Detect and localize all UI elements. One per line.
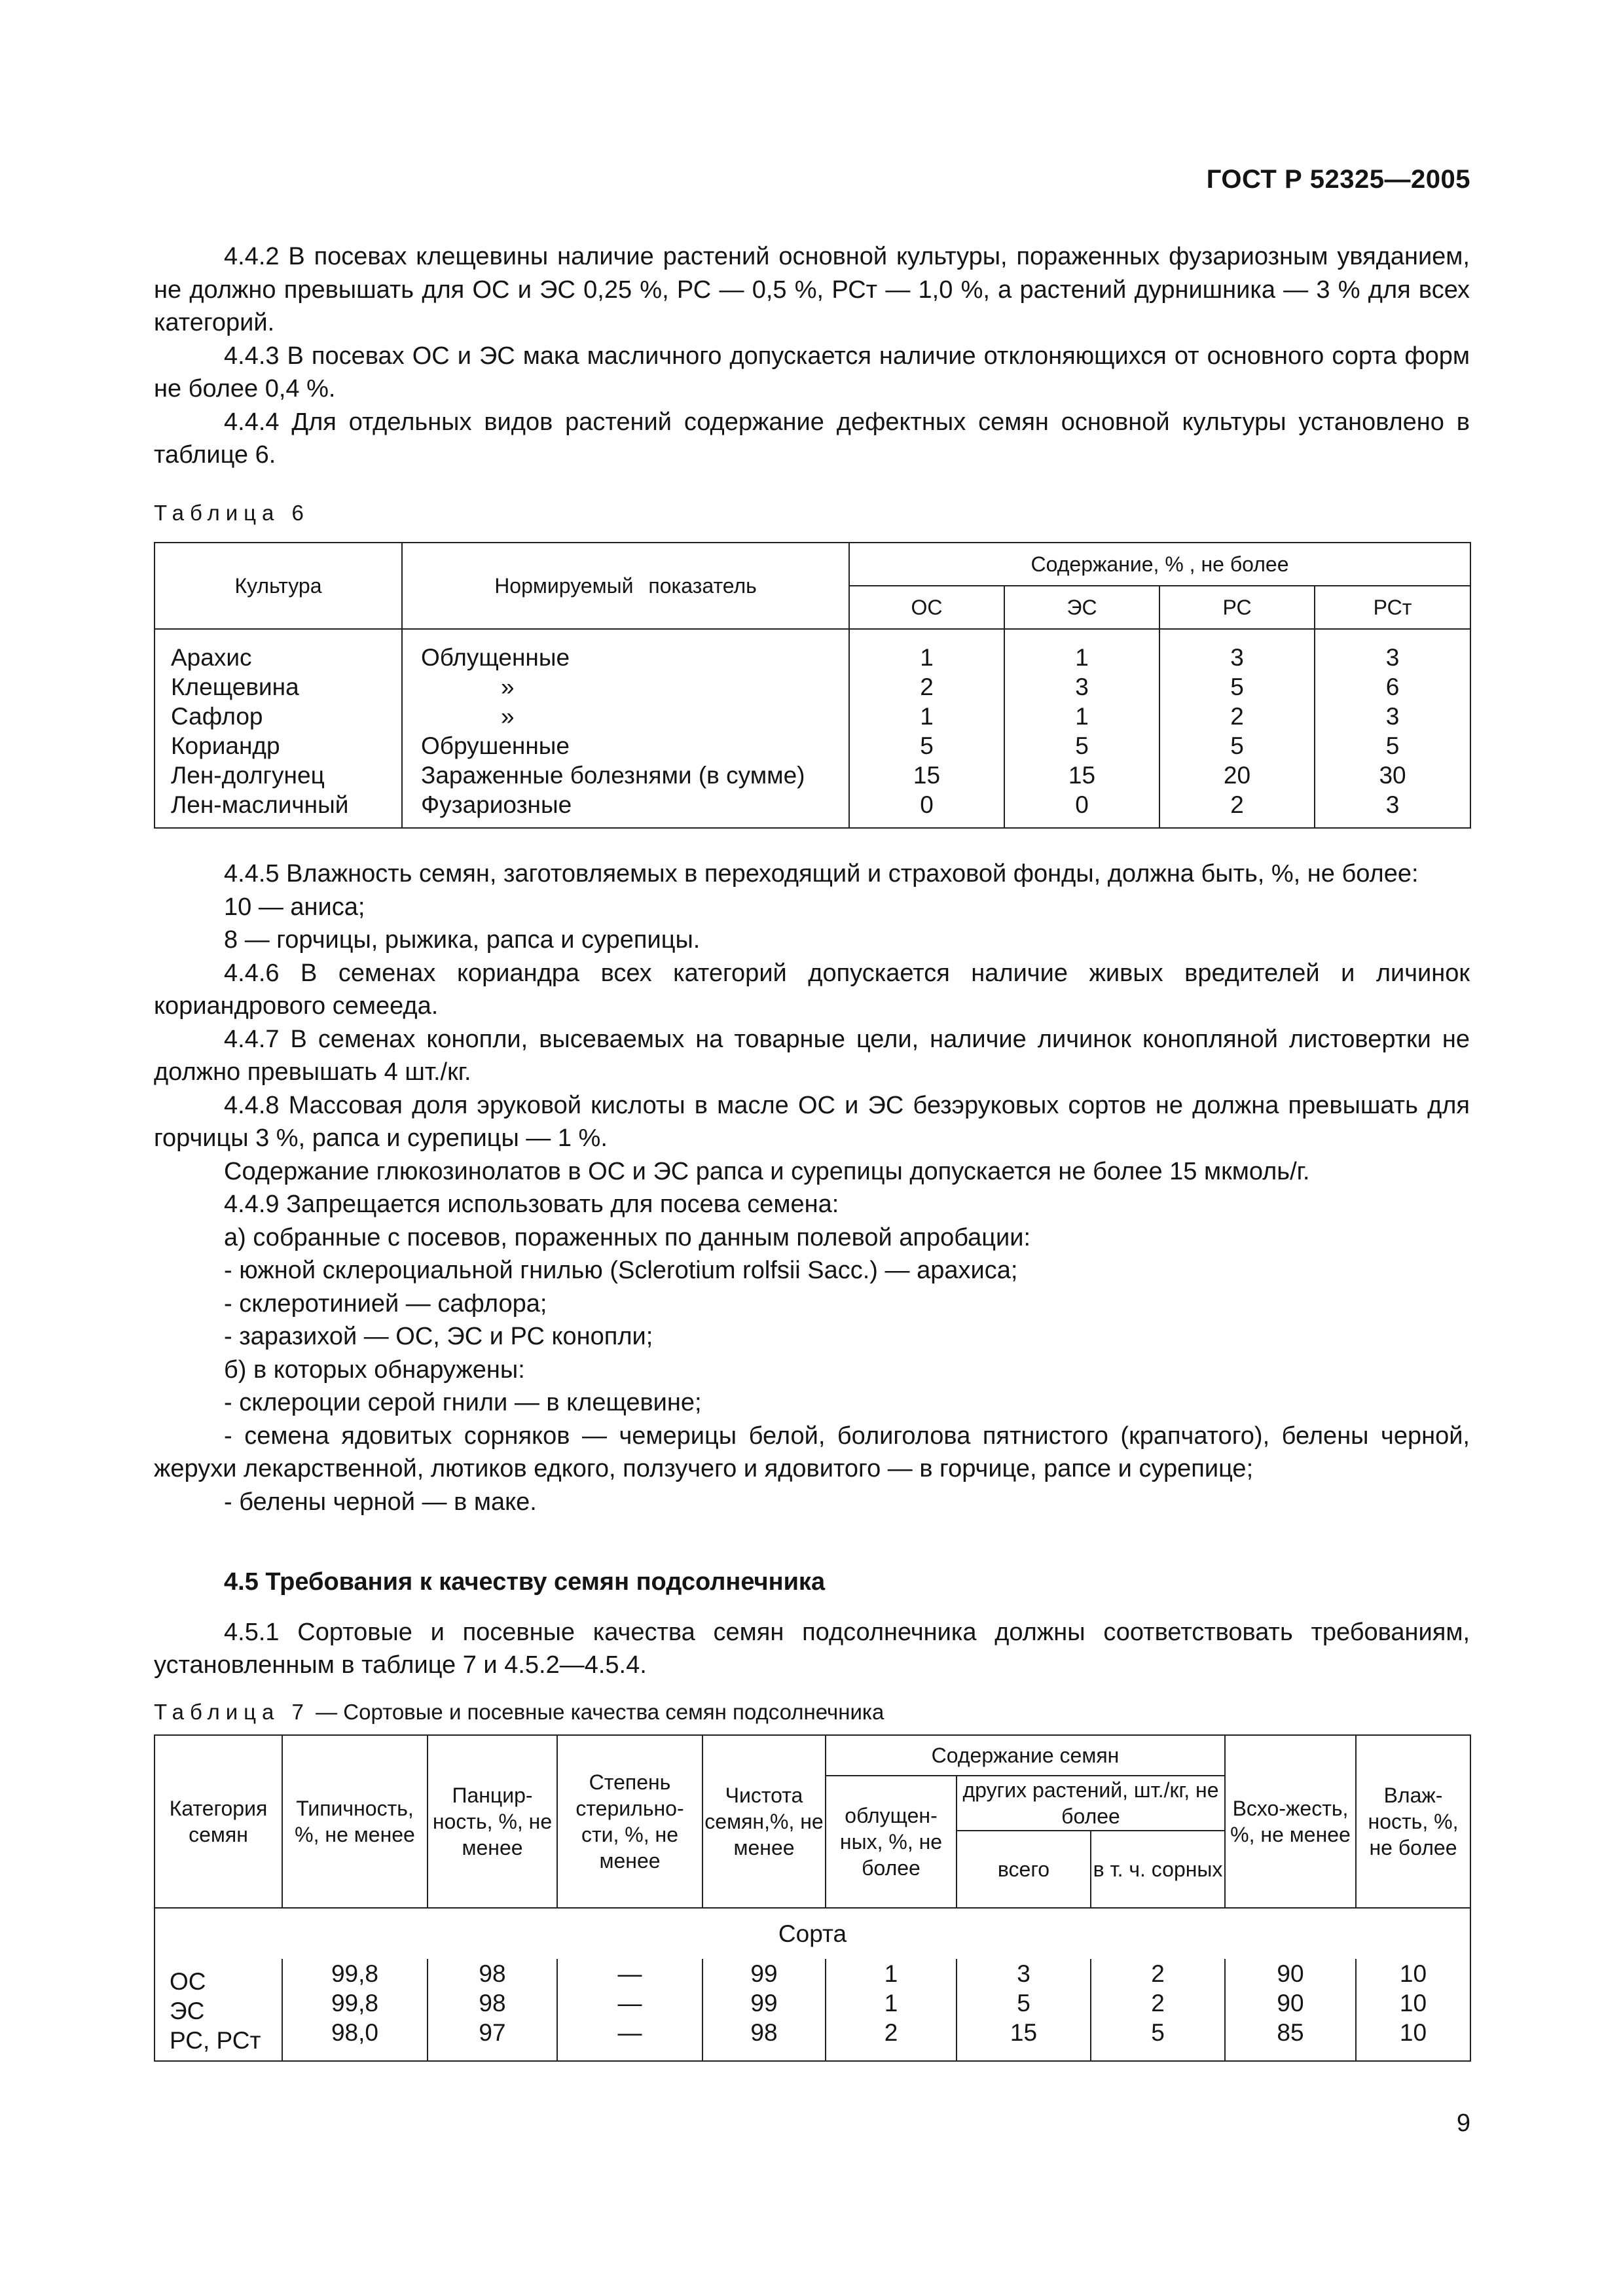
table7-header-sterility: Степень стерильно-сти, %, не менее — [557, 1735, 702, 1908]
table6-header-cat: ЭС — [1004, 586, 1159, 629]
text-block-2 — [154, 857, 1470, 1518]
table-cell: 5 — [1385, 732, 1400, 759]
paragraph: 4.4.7 В семенах конопли, высеваемых на товарные цели, наличие личинок конопляной листовертки не должно превышать 4 шт./кг. — [154, 1025, 1470, 1086]
table7 — [154, 1734, 1471, 2062]
table-cell: 2 — [1230, 703, 1244, 730]
table-cell: 0 — [920, 791, 934, 818]
table6-rs-column — [1159, 643, 1315, 828]
table-cell: 1 — [1075, 644, 1089, 671]
table-cell: 90 — [1277, 1960, 1304, 1987]
table6 — [154, 542, 1471, 829]
table6-indicator-column — [402, 643, 849, 828]
table-cell: 5 — [1230, 673, 1244, 700]
table6-header-indicator: Нормируемый показатель — [402, 543, 849, 629]
table7-header-weeds: в т. ч. сорных — [1091, 1831, 1225, 1908]
table-cell: 3 — [1385, 644, 1400, 671]
table-cell: Обрушенные — [421, 732, 570, 759]
table-cell: Кориандр — [171, 732, 280, 759]
paragraph: - склероции серой гнили — в клещевине; — [224, 1389, 702, 1416]
paragraph: Содержание глюкозинолатов в ОС и ЭС рапса и сурепицы допускается не более 15 мкмоль/г. — [224, 1157, 1310, 1185]
paragraph: 4.5.1 Сортовые и посевные качества семян подсолнечника должны соответствовать требованиям, установленным в таблице 7 и 4.5.2—4.5.4. — [154, 1618, 1470, 1679]
paragraph: 4.4.2 В посевах клещевины наличие растений основной культуры, пораженных фузариозным увяданием, не должно превышать для ОС и ЭС 0,25 %, РС — 0,5 %, РСт — 1,0 %, а растений дурнишника — 3 % для всех категорий. — [154, 243, 1470, 336]
table-cell: 5 — [1017, 1990, 1030, 2017]
table7-germination-column — [1225, 1959, 1356, 2061]
paragraph: б) в которых обнаружены: — [224, 1355, 525, 1384]
table7-header-other-plants: других растений, шт./кг, не более — [957, 1776, 1225, 1831]
table7-purity-column — [702, 1959, 826, 2061]
table7-caption — [154, 1700, 884, 1725]
table-cell: 90 — [1277, 1990, 1304, 2017]
table-cell: » — [501, 703, 515, 730]
table-cell: 10 — [1399, 2019, 1427, 2046]
table6-header-cat: РС — [1159, 586, 1315, 629]
table-cell: ЭС — [170, 1998, 205, 2024]
paragraph: 10 — аниса; — [224, 893, 365, 921]
table-cell: 1 — [920, 644, 934, 671]
table-cell: 1 — [884, 1990, 898, 2017]
table-cell: 3 — [1385, 791, 1400, 818]
table-cell: Сафлор — [171, 703, 263, 730]
table-cell: 2 — [1151, 1960, 1165, 1987]
table-cell: 15 — [913, 762, 941, 789]
section-heading: 4.5 Требования к качеству семян подсолнечника — [224, 1568, 826, 1596]
table-cell: 5 — [1075, 732, 1089, 759]
table7-hulled-column — [826, 1959, 957, 2061]
paragraph: 4.4.4 Для отдельных видов растений содержание дефектных семян основной культуры установлено в таблице 6. — [154, 408, 1470, 469]
paragraph: 4.4.3 В посевах ОС и ЭС мака масличного допускается наличие отклоняющихся от основного сорта форм не более 0,4 %. — [154, 342, 1470, 403]
table-cell: Арахис — [171, 644, 252, 671]
table-cell: 98,0 — [331, 2019, 378, 2046]
table7-header-armor: Панцир-ность, %, не менее — [428, 1735, 557, 1908]
table-cell: 1 — [1075, 703, 1089, 730]
paragraph: 4.4.8 Массовая доля эруковой кислоты в масле ОС и ЭС безэруковых сортов не должна превышать для горчицы 3 %, рапса и сурепицы — 1 %. — [154, 1091, 1470, 1152]
document-code: ГОСТ Р 52325—2005 — [1206, 165, 1470, 194]
table-cell: 6 — [1385, 673, 1400, 700]
table7-caption-text: — Сортовые и посевные качества семян подсолнечника — [316, 1700, 884, 1724]
table-cell: 2 — [920, 673, 934, 700]
paragraph: - заразихой — ОС, ЭС и РС конопли; — [224, 1323, 653, 1350]
table6-es-column — [1004, 643, 1159, 828]
table7-header-purity: Чистота семян,%, не менее — [702, 1735, 826, 1908]
page-number: 9 — [1456, 2109, 1470, 2137]
table7-header-total: всего — [957, 1831, 1091, 1908]
table-cell: — — [617, 1960, 642, 1987]
table-cell: 2 — [884, 2019, 898, 2046]
table-cell: 98 — [479, 1990, 506, 2017]
paragraph: 4.4.9 Запрещается использовать для посева семена: — [224, 1191, 839, 1218]
table7-group-label: Сорта — [155, 1908, 1470, 1959]
table7-caption-label: Таблица 7 — [154, 1700, 310, 1724]
table-cell: Клещевина — [171, 673, 299, 700]
table-cell: 85 — [1277, 2019, 1304, 2046]
table-cell: 98 — [479, 1960, 506, 1987]
table-cell: 15 — [1010, 2019, 1038, 2046]
table7-moisture-column — [1356, 1959, 1470, 2061]
table-cell: — — [617, 1990, 642, 2017]
table-cell: Лен-масличный — [171, 791, 349, 818]
table-cell: 3 — [1017, 1960, 1030, 1987]
table-cell: 5 — [920, 732, 934, 759]
table-cell: Облущенные — [421, 644, 570, 671]
table7-header-germination: Всхо-жесть, %, не менее — [1225, 1735, 1356, 1908]
table6-rst-column — [1315, 643, 1470, 828]
table7-header-category: Категория семян — [155, 1735, 282, 1908]
table-cell: 1 — [920, 703, 934, 730]
section-4-5 — [154, 1566, 1470, 1682]
table-cell: 10 — [1399, 1960, 1427, 1987]
table6-os-column — [849, 643, 1004, 828]
text-block-1 — [154, 240, 1470, 472]
table-cell: 97 — [479, 2019, 506, 2046]
table6-header-content: Содержание, % , не более — [849, 543, 1470, 586]
table6-caption: Таблица 6 — [154, 501, 310, 525]
table-cell: 3 — [1230, 644, 1244, 671]
table-cell: РС, РСт — [170, 2027, 261, 2054]
table-cell: 15 — [1068, 762, 1096, 789]
table-cell: » — [501, 673, 515, 700]
table-cell: ОС — [170, 1968, 206, 1995]
paragraph: 4.4.6 В семенах кориандра всех категорий допускается наличие живых вредителей и личинок кориандрового семееда. — [154, 959, 1470, 1020]
table-cell: 5 — [1230, 732, 1244, 759]
table-cell: Фузариозные — [421, 791, 572, 818]
table-cell: 5 — [1151, 2019, 1165, 2046]
table-cell: 0 — [1075, 791, 1089, 818]
paragraph: а) собранные с посевов, пораженных по данным полевой апробации: — [224, 1223, 1031, 1251]
table7-total-column — [957, 1959, 1091, 2061]
paragraph: - белены черной — в маке. — [224, 1488, 537, 1516]
table7-sterility-column — [557, 1959, 702, 2061]
table6-crop-column — [155, 643, 402, 828]
table-cell: 99 — [750, 1990, 778, 2017]
table-cell: 99,8 — [331, 1990, 378, 2017]
table6-header-cat: ОС — [849, 586, 1004, 629]
table-cell: 98 — [750, 2019, 778, 2046]
paragraph: - склеротинией — сафлора; — [224, 1289, 547, 1318]
table-cell: 99,8 — [331, 1960, 378, 1987]
paragraph: - семена ядовитых сорняков — чемерицы белой, болиголова пятнистого (крапчатого), белены черной, жерухи лекарственной, лютиков едкого, ползучего и ядовитого — в горчице, рапсе и сурепице; — [154, 1422, 1470, 1482]
table7-armor-column — [428, 1959, 557, 2061]
table-cell: 20 — [1223, 762, 1251, 789]
table-cell: 3 — [1385, 703, 1400, 730]
table-cell: 2 — [1151, 1990, 1165, 2017]
table-cell: 3 — [1075, 673, 1089, 700]
table7-header-hulled: облущен-ных, %, не более — [826, 1776, 957, 1908]
table-cell: 10 — [1399, 1990, 1427, 2017]
table7-header-moisture: Влаж-ность, %, не более — [1356, 1735, 1470, 1908]
table-cell: — — [617, 2019, 642, 2046]
table-cell: 2 — [1230, 791, 1244, 818]
table6-header-crop: Культура — [155, 543, 402, 629]
table-cell: Зараженные болезнями (в сумме) — [421, 762, 805, 789]
table7-typicality-column — [282, 1959, 428, 2061]
table7-header-typicality: Типичность, %, не менее — [282, 1735, 428, 1908]
table-cell: Лен-долгунец — [171, 762, 325, 789]
table6-header-cat: РСт — [1315, 586, 1470, 629]
table7-weeds-column — [1091, 1959, 1225, 2061]
paragraph: 4.4.5 Влажность семян, заготовляемых в переходящий и страховой фонды, должна быть, %, не более: — [224, 860, 1419, 888]
table-cell: 1 — [884, 1960, 898, 1987]
paragraph: 8 — горчицы, рыжика, рапса и сурепицы. — [224, 926, 701, 954]
table-cell: 30 — [1379, 762, 1406, 789]
paragraph: - южной склероциальной гнилью (Sclerotium rolfsii Sacc.) — арахиса; — [224, 1257, 1018, 1284]
table-cell: 99 — [750, 1960, 778, 1987]
table7-category-column — [155, 1959, 282, 2061]
table7-header-seed-content: Содержание семян — [826, 1735, 1225, 1776]
